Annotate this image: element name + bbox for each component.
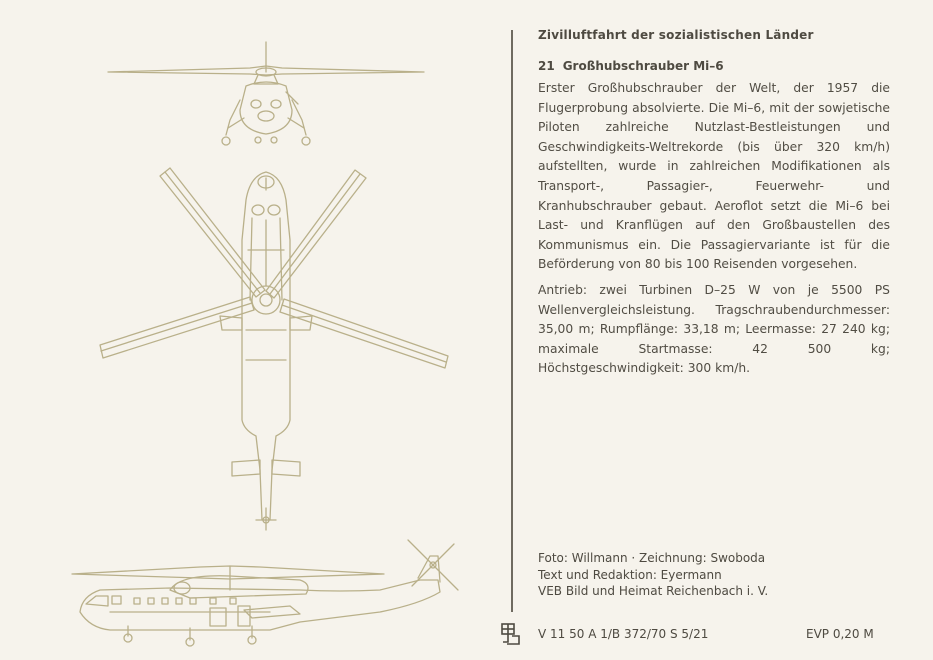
front-view [108,42,424,145]
order-code: V 11 50 A 1/B 372/70 S 5/21 [538,627,709,641]
aircraft-heading [538,59,890,73]
credit-publisher: VEB Bild und Heimat Reichenbach i. V. [538,584,769,598]
publisher-logo-icon [499,622,523,646]
series-title: Zivilluftfahrt der sozialistischen Länder [538,28,814,42]
text-column [538,28,890,379]
card-number: 21 [538,59,555,73]
credits-block [538,550,768,600]
specifications-text: Antrieb: zwei Turbinen D–25 W von je 5500 PS Wellenvergleichsleistung. Tragschraubendurchmesser: 35,00 m; Rumpflänge: 33,18 m; Leermasse: 27 240 kg; maximale Startmasse: 42 500 kg; Höchstgeschwindigkeit: 300 km/h. [538,282,890,376]
price-label: EVP 0,20 M [806,627,874,641]
aircraft-title: Großhubschrauber Mi–6 [562,59,724,73]
side-view [72,540,458,646]
credit-text-editor: Text und Redaktion: Eyermann [538,567,722,582]
description-text: Erster Großhubschrauber der Welt, der 1957 die Flugerprobung absolvierte. Die Mi–6, mit der sowjetische Piloten zahlreiche Nutzlast-Bestleistungen und Geschwindigkeits-Weltrekorde (bis über 320 km/h) aufstellten, wurde in zahlreichen Modifikationen als Transport-, Passagier-, Feuerwehr- und Kranhubschrauber gebaut. Aeroflot setzt die Mi–6 bei Last- und Kranflügen auf den Großbaustellen des Kommunismus ein. Die Passagiervariante ist für die Beförderung von 80 bis 100 Reisenden vorgesehen. [538,81,890,272]
credit-photo-drawing: Foto: Willmann · Zeichnung: Swoboda [538,551,766,565]
column-divider [511,30,513,612]
top-view [100,168,448,530]
